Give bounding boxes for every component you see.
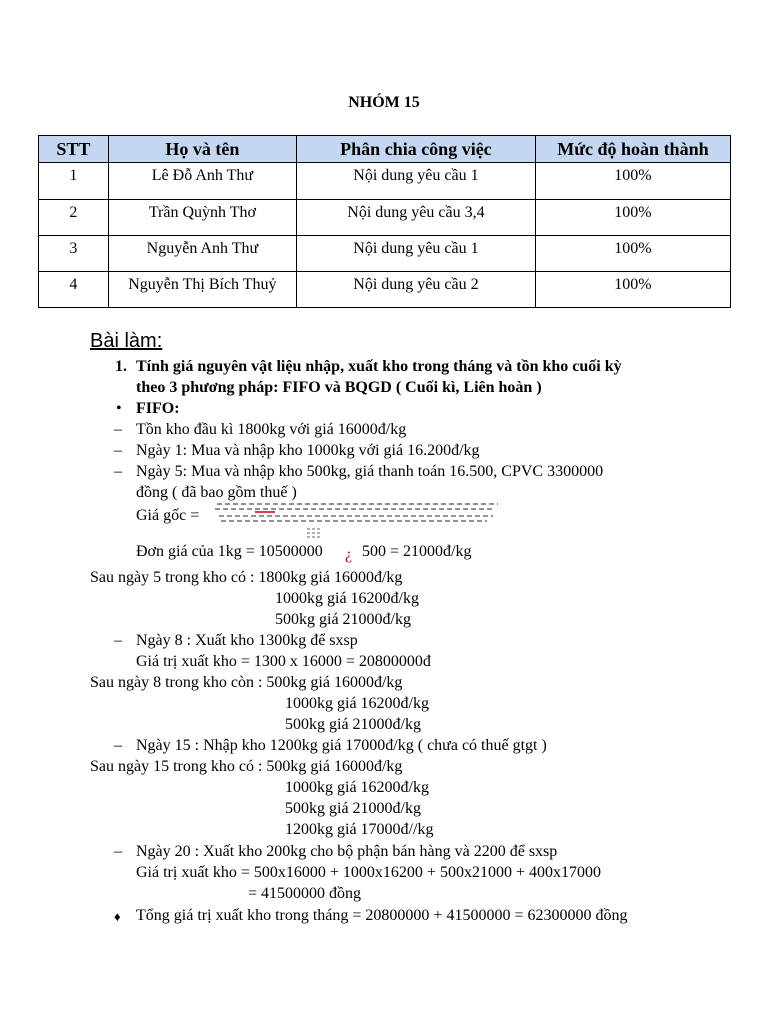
text-line: Tồn kho đầu kì 1800kg với giá 16000đ/kg: [136, 421, 407, 438]
text-line: 500kg giá 21000đ/kg: [275, 611, 411, 628]
header-name: Họ và tên: [108, 136, 296, 163]
cell-stt: 4: [39, 272, 109, 308]
header-stt: STT: [39, 136, 109, 163]
text-line: Ngày 8 : Xuất kho 1300kg để sxsp: [136, 632, 358, 649]
garbled-formula-graphic: [215, 500, 500, 542]
text-line: Ngày 15 : Nhập kho 1200kg giá 17000đ/kg ( chưa có thuế gtgt ): [136, 737, 547, 754]
table-row: [39, 200, 731, 236]
table-header-row: [39, 136, 731, 163]
formula-label: Giá gốc =: [136, 507, 200, 524]
dash-icon: –: [114, 632, 122, 649]
text-line: Đơn giá của 1kg = 10500000: [136, 543, 323, 560]
cell-task: Nội dung yêu cầu 3,4: [297, 200, 536, 236]
cell-name: Nguyễn Thị Bích Thuỷ: [108, 272, 296, 308]
garbled-symbol: ¿: [345, 546, 353, 563]
task-heading-line2: theo 3 phương pháp: FIFO và BQGD ( Cuối kì, Liên hoàn ): [136, 379, 542, 396]
dash-icon: –: [114, 463, 122, 480]
text-line: Giá trị xuất kho = 500x16000 + 1000x16200 + 500x21000 + 400x17000: [136, 864, 601, 881]
cell-name: Nguyễn Anh Thư: [108, 236, 296, 272]
text-line: 1000kg giá 16200đ/kg: [285, 695, 429, 712]
text-line: Sau ngày 5 trong kho có : 1800kg giá 16000đ/kg: [90, 569, 403, 586]
text-line: Sau ngày 8 trong kho còn : 500kg giá 16000đ/kg: [90, 674, 403, 691]
cell-task: Nội dung yêu cầu 1: [297, 163, 536, 200]
cell-completion: 100%: [535, 272, 730, 308]
text-line: Ngày 1: Mua và nhập kho 1000kg với giá 16.200đ/kg: [136, 442, 480, 459]
dash-icon: –: [114, 442, 122, 459]
dash-icon: –: [114, 843, 122, 860]
list-number: 1.: [115, 358, 127, 375]
text-line: 500 = 21000đ/kg: [362, 543, 472, 560]
text-line: 1000kg giá 16200đ/kg: [285, 779, 429, 796]
cell-task: Nội dung yêu cầu 1: [297, 236, 536, 272]
text-line: Ngày 20 : Xuất kho 200kg cho bộ phận bán hàng và 2200 để sxsp: [136, 843, 558, 860]
cell-name: Lê Đỗ Anh Thư: [108, 163, 296, 200]
text-line: 1000kg giá 16200đ/kg: [275, 590, 419, 607]
text-line: đồng ( đã bao gồm thuế ): [136, 484, 297, 501]
text-line: Sau ngày 15 trong kho có : 500kg giá 16000đ/kg: [90, 758, 403, 775]
task-table: [38, 135, 731, 308]
cell-stt: 2: [39, 200, 109, 236]
task-heading-line1: Tính giá nguyên vật liệu nhập, xuất kho trong tháng và tồn kho cuối kỳ: [136, 358, 622, 375]
table-row: [39, 236, 731, 272]
text-line: Ngày 5: Mua và nhập kho 500kg, giá thanh toán 16.500, CPVC 3300000: [136, 463, 604, 480]
total-line: Tổng giá trị xuất kho trong tháng = 20800000 + 41500000 = 62300000 đồng: [136, 907, 628, 924]
text-line: 1200kg giá 17000đ//kg: [285, 821, 434, 838]
dash-icon: –: [114, 421, 122, 438]
text-line: 500kg giá 21000đ/kg: [285, 716, 421, 733]
method-label: FIFO:: [136, 400, 180, 417]
cell-name: Trần Quỳnh Thơ: [108, 200, 296, 236]
dash-icon: –: [114, 737, 122, 754]
table-row: [39, 272, 731, 308]
table-row: [39, 163, 731, 200]
cell-stt: 1: [39, 163, 109, 200]
header-task: Phân chia công việc: [297, 136, 536, 163]
text-line: 500kg giá 21000đ/kg: [285, 800, 421, 817]
section-heading: Bài làm:: [90, 330, 163, 352]
cell-task: Nội dung yêu cầu 2: [297, 272, 536, 308]
text-line: Giá trị xuất kho = 1300 x 16000 = 20800000đ: [136, 653, 431, 670]
cell-stt: 3: [39, 236, 109, 272]
cell-completion: 100%: [535, 163, 730, 200]
cell-completion: 100%: [535, 200, 730, 236]
header-completion: Mức độ hoàn thành: [535, 136, 730, 163]
diamond-bullet-icon: ♦: [114, 909, 121, 924]
bullet-icon: •: [116, 400, 122, 417]
text-line: = 41500000 đồng: [248, 885, 362, 902]
cell-completion: 100%: [535, 236, 730, 272]
page-title: NHÓM 15: [348, 94, 420, 111]
